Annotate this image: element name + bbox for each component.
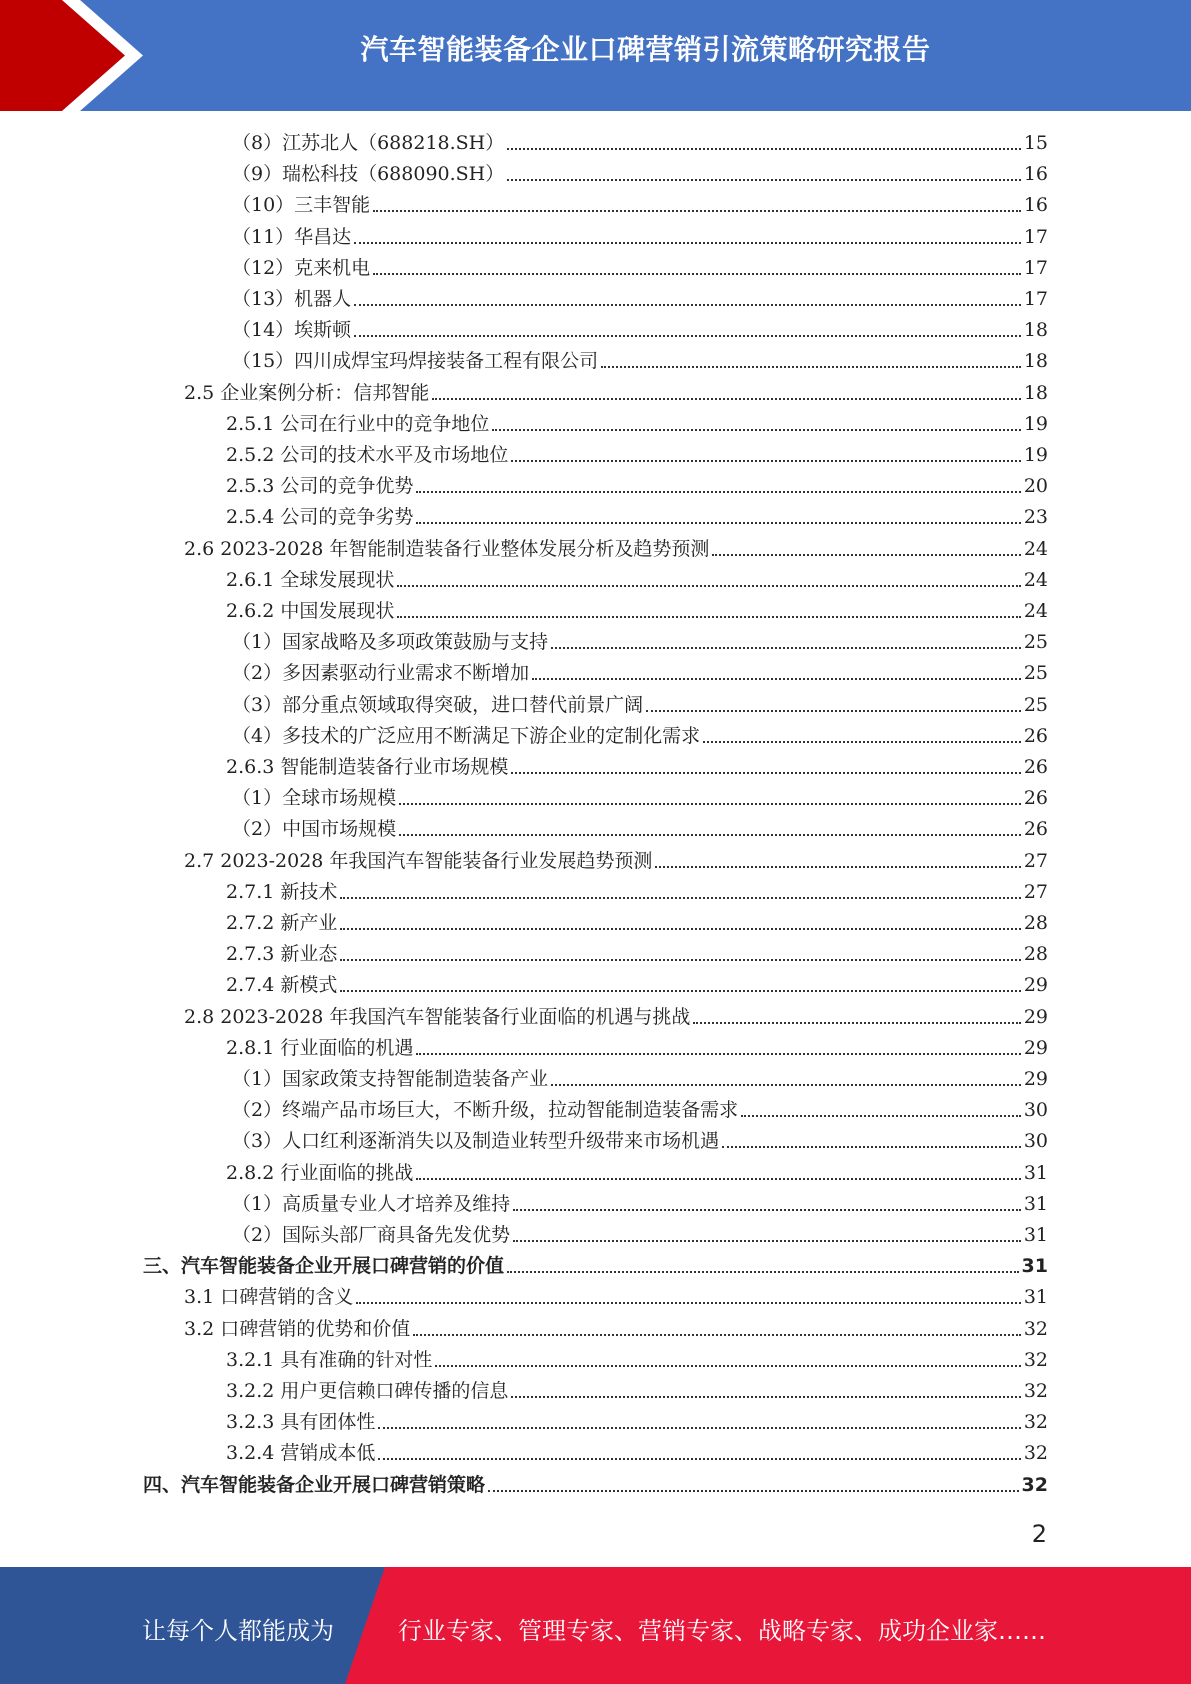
toc-entry[interactable] <box>232 690 1048 721</box>
toc-entry[interactable] <box>226 409 1048 440</box>
toc-leader-dots <box>356 1302 1021 1304</box>
toc-entry[interactable] <box>232 284 1048 315</box>
toc-entry-label: （2）国际头部厂商具备先发优势 <box>232 1224 511 1246</box>
toc-leader-dots <box>722 1146 1021 1148</box>
report-title: 汽车智能装备企业口碑营销引流策略研究报告 <box>360 33 931 66</box>
toc-leader-dots <box>378 1458 1020 1460</box>
toc-entry-page: 32 <box>1023 1380 1048 1402</box>
toc-entry-label: （1）高质量专业人才培养及维持 <box>232 1192 511 1215</box>
toc-entry[interactable] <box>232 190 1048 221</box>
toc-entry-page: 29 <box>1023 974 1048 997</box>
toc-entry-label: （9）瑞松科技（688090.SH） <box>232 163 505 186</box>
toc-entry-page: 23 <box>1023 506 1048 529</box>
toc-entry[interactable] <box>226 1345 1048 1376</box>
toc-leader-dots <box>413 1334 1021 1336</box>
toc-entry-page: 17 <box>1023 225 1048 248</box>
toc-entry-label: 3.2.2 用户更信赖口碑传播的信息 <box>226 1380 509 1402</box>
toc-entry-page: 18 <box>1023 350 1048 373</box>
toc-leader-dots <box>655 866 1020 868</box>
toc-entry[interactable] <box>232 721 1048 752</box>
toc-entry-label: 3.2.4 营销成本低 <box>226 1442 376 1465</box>
toc-entry-label: 2.7.2 新产业 <box>226 912 338 934</box>
toc-entry-label: （1）国家政策支持智能制造装备产业 <box>232 1068 549 1090</box>
toc-entry-label: （3）人口红利逐渐消失以及制造业转型升级带来市场机遇 <box>232 1130 720 1153</box>
toc-entry-label: （2）中国市场规模 <box>232 818 397 841</box>
toc-entry[interactable] <box>232 1064 1048 1095</box>
toc-leader-dots <box>601 366 1021 368</box>
toc-entry[interactable] <box>143 1470 1048 1501</box>
toc-leader-dots <box>378 1427 1020 1429</box>
toc-entry-label: 2.8 2023-2028 年我国汽车智能装备行业面临的机遇与挑战 <box>184 1005 691 1028</box>
toc-entry-page: 17 <box>1023 256 1048 279</box>
toc-entry-page: 27 <box>1023 849 1048 872</box>
toc-leader-dots <box>354 242 1021 244</box>
toc-entry-page: 28 <box>1023 912 1048 934</box>
toc-entry-page: 31 <box>1023 1161 1048 1184</box>
toc-entry-label: 2.7.1 新技术 <box>226 880 338 903</box>
toc-leader-dots <box>551 647 1021 649</box>
toc-entry[interactable] <box>226 970 1048 1001</box>
toc-entry-label: 2.8.2 行业面临的挑战 <box>226 1161 414 1184</box>
toc-entry-page: 25 <box>1023 631 1048 654</box>
toc-entry[interactable] <box>232 1095 1048 1126</box>
toc-leader-dots <box>513 1240 1021 1242</box>
toc-entry-page: 32 <box>1021 1473 1048 1496</box>
toc-entry-page: 32 <box>1023 1317 1048 1340</box>
toc-entry-page: 25 <box>1023 693 1048 716</box>
toc-entry-page: 25 <box>1023 662 1048 685</box>
toc-entry-label: （10）三丰智能 <box>232 194 371 217</box>
toc-entry[interactable] <box>232 1189 1048 1220</box>
toc-entry-label: （3）部分重点领域取得突破，进口替代前景广阔 <box>232 693 644 716</box>
page-footer <box>0 1567 1191 1684</box>
toc-entry[interactable] <box>184 534 1048 565</box>
toc-leader-dots <box>532 678 1021 680</box>
toc-entry[interactable] <box>226 1407 1048 1438</box>
toc-entry[interactable] <box>226 440 1048 471</box>
toc-entry-label: （13）机器人 <box>232 288 352 310</box>
toc-entry-page: 32 <box>1023 1411 1048 1434</box>
toc-entry-page: 30 <box>1023 1099 1048 1122</box>
toc-leader-dots <box>693 1022 1020 1024</box>
toc-entry[interactable] <box>226 502 1048 533</box>
toc-entry-page: 26 <box>1023 787 1048 810</box>
toc-entry-label: 2.5.2 公司的技术水平及市场地位 <box>226 444 509 466</box>
toc-entry-label: （1）国家战略及多项政策鼓励与支持 <box>232 631 549 654</box>
toc-entry[interactable] <box>226 1376 1048 1407</box>
toc-entry[interactable] <box>184 1314 1048 1345</box>
page-number: 2 <box>1031 1520 1047 1548</box>
toc-leader-dots <box>507 179 1021 181</box>
toc-entry-label: 3.2.3 具有团体性 <box>226 1411 376 1434</box>
toc-entry[interactable] <box>184 1002 1048 1033</box>
toc-entry-page: 26 <box>1023 756 1048 778</box>
toc-entry-page: 26 <box>1023 724 1048 747</box>
toc-leader-dots <box>551 1084 1021 1086</box>
toc-entry-label: （12）克来机电 <box>232 256 371 279</box>
toc-entry-page: 17 <box>1023 288 1048 310</box>
toc-entry-page: 28 <box>1023 943 1048 966</box>
toc-entry[interactable] <box>226 877 1048 908</box>
toc-entry-page: 15 <box>1023 132 1048 154</box>
toc-entry-page: 32 <box>1023 1348 1048 1371</box>
toc-entry-label: 2.5 企业案例分析：信邦智能 <box>184 381 430 404</box>
toc-entry-label: 2.6.3 智能制造装备行业市场规模 <box>226 756 509 778</box>
toc-leader-dots <box>712 554 1020 556</box>
toc-entry[interactable] <box>143 1251 1048 1282</box>
toc-entry-page: 16 <box>1023 194 1048 217</box>
toc-entry[interactable] <box>232 814 1048 845</box>
toc-entry-label: 三、汽车智能装备企业开展口碑营销的价值 <box>143 1255 505 1278</box>
toc-leader-dots <box>340 990 1020 992</box>
toc-entry-label: 四、汽车智能装备企业开展口碑营销策略 <box>143 1473 486 1496</box>
toc-entry-label: 2.7.3 新业态 <box>226 943 338 966</box>
toc-entry[interactable] <box>184 1282 1048 1313</box>
toc-entry-label: 2.5.1 公司在行业中的竞争地位 <box>226 412 490 435</box>
toc-entry-label: 3.2.1 具有准确的针对性 <box>226 1348 433 1371</box>
toc-leader-dots <box>340 897 1020 899</box>
toc-entry-page: 19 <box>1023 444 1048 466</box>
toc-entry-label: （2）多因素驱动行业需求不断增加 <box>232 662 530 685</box>
toc-entry-label: （15）四川成焊宝玛焊接装备工程有限公司 <box>232 350 599 373</box>
toc-entry[interactable] <box>232 253 1048 284</box>
toc-entry-label: （1）全球市场规模 <box>232 787 397 810</box>
toc-leader-dots <box>354 304 1021 306</box>
header-arrow-decoration <box>0 0 160 111</box>
toc-entry-label: （11）华昌达 <box>232 225 352 248</box>
toc-entry-page: 18 <box>1023 381 1048 404</box>
toc-leader-dots <box>492 429 1020 431</box>
toc-leader-dots <box>416 522 1020 524</box>
toc-leader-dots <box>507 1271 1019 1273</box>
toc-entry-label: 3.2 口碑营销的优势和价值 <box>184 1317 411 1340</box>
toc-entry[interactable] <box>232 159 1048 190</box>
toc-entry[interactable] <box>184 846 1048 877</box>
toc-entry-page: 32 <box>1023 1442 1048 1465</box>
toc-entry[interactable] <box>226 565 1048 596</box>
toc-leader-dots <box>416 1053 1020 1055</box>
toc-entry[interactable] <box>184 378 1048 409</box>
toc-entry[interactable] <box>226 1438 1048 1469</box>
toc-entry[interactable] <box>226 908 1048 939</box>
toc-entry-page: 20 <box>1023 475 1048 498</box>
toc-leader-dots <box>646 710 1021 712</box>
toc-entry-label: （14）埃斯顿 <box>232 319 352 342</box>
toc-entry-label: （2）终端产品市场巨大，不断升级，拉动智能制造装备需求 <box>232 1099 739 1122</box>
toc-entry-page: 18 <box>1023 319 1048 342</box>
toc-entry[interactable] <box>226 939 1048 970</box>
toc-entry-page: 27 <box>1023 880 1048 903</box>
toc-leader-dots <box>397 585 1020 587</box>
toc-leader-dots <box>488 1490 1019 1492</box>
toc-leader-dots <box>340 928 1020 930</box>
toc-entry[interactable] <box>226 1158 1048 1189</box>
toc-leader-dots <box>511 1396 1020 1398</box>
toc-leader-dots <box>399 803 1021 805</box>
toc-leader-dots <box>416 491 1020 493</box>
toc-entry-label: 2.6 2023-2028 年智能制造装备行业整体发展分析及趋势预测 <box>184 537 710 560</box>
toc-leader-dots <box>435 1365 1020 1367</box>
toc-entry-page: 29 <box>1023 1005 1048 1028</box>
toc-leader-dots <box>397 616 1020 618</box>
toc-entry-page: 30 <box>1023 1130 1048 1153</box>
toc-entry-page: 24 <box>1023 600 1048 622</box>
toc-entry-label: 3.1 口碑营销的含义 <box>184 1286 354 1309</box>
toc-entry[interactable] <box>226 596 1048 627</box>
toc-leader-dots <box>416 1178 1020 1180</box>
toc-entry[interactable] <box>232 346 1048 377</box>
toc-entry-label: 2.6.1 全球发展现状 <box>226 568 395 591</box>
toc-leader-dots <box>741 1115 1021 1117</box>
toc-leader-dots <box>432 398 1021 400</box>
toc-entry[interactable] <box>232 658 1048 689</box>
toc-entry-page: 31 <box>1021 1255 1048 1278</box>
toc-entry-page: 29 <box>1023 1036 1048 1059</box>
toc-leader-dots <box>354 335 1021 337</box>
toc-entry-page: 24 <box>1023 537 1048 560</box>
toc-entry-label: 2.8.1 行业面临的机遇 <box>226 1036 414 1059</box>
toc-entry[interactable] <box>232 627 1048 658</box>
toc-leader-dots <box>399 834 1021 836</box>
toc-entry[interactable] <box>232 1220 1048 1251</box>
toc-entry[interactable] <box>232 1126 1048 1157</box>
toc-entry-page: 31 <box>1023 1192 1048 1215</box>
toc-entry[interactable] <box>232 315 1048 346</box>
toc-entry-label: （8）江苏北人（688218.SH） <box>232 132 505 154</box>
toc-entry[interactable] <box>232 128 1048 159</box>
toc-leader-dots <box>703 741 1021 743</box>
toc-entry-page: 31 <box>1023 1224 1048 1246</box>
toc-entry-label: 2.7.4 新模式 <box>226 974 338 997</box>
toc-entry[interactable] <box>226 752 1048 783</box>
toc-entry-label: 2.5.4 公司的竞争劣势 <box>226 506 414 529</box>
toc-leader-dots <box>373 210 1021 212</box>
toc-leader-dots <box>340 959 1020 961</box>
footer-slogan: 让每个人都能成为 <box>142 1617 334 1645</box>
toc-entry-page: 19 <box>1023 412 1048 435</box>
toc-entry-page: 26 <box>1023 818 1048 841</box>
toc-entry-page: 29 <box>1023 1068 1048 1090</box>
toc-leader-dots <box>513 1209 1021 1211</box>
toc-entry[interactable] <box>232 222 1048 253</box>
toc-entry-label: 2.7 2023-2028 年我国汽车智能装备行业发展趋势预测 <box>184 849 653 872</box>
toc-entry-page: 24 <box>1023 568 1048 591</box>
toc-entry-label: 2.5.3 公司的竞争优势 <box>226 475 414 498</box>
toc-entry-label: 2.6.2 中国发展现状 <box>226 600 395 622</box>
toc-entry[interactable] <box>226 471 1048 502</box>
footer-tagline: 行业专家、管理专家、营销专家、战略专家、成功企业家…… <box>398 1617 1046 1645</box>
toc-leader-dots <box>511 772 1020 774</box>
toc-entry-label: （4）多技术的广泛应用不断满足下游企业的定制化需求 <box>232 724 701 747</box>
toc-entry[interactable] <box>226 1033 1048 1064</box>
toc-entry[interactable] <box>232 783 1048 814</box>
toc-leader-dots <box>507 148 1021 150</box>
toc-entry-page: 31 <box>1023 1286 1048 1309</box>
page-header <box>0 0 1191 111</box>
toc-leader-dots <box>511 460 1020 462</box>
toc-entry-page: 16 <box>1023 163 1048 186</box>
toc-leader-dots <box>373 273 1021 275</box>
